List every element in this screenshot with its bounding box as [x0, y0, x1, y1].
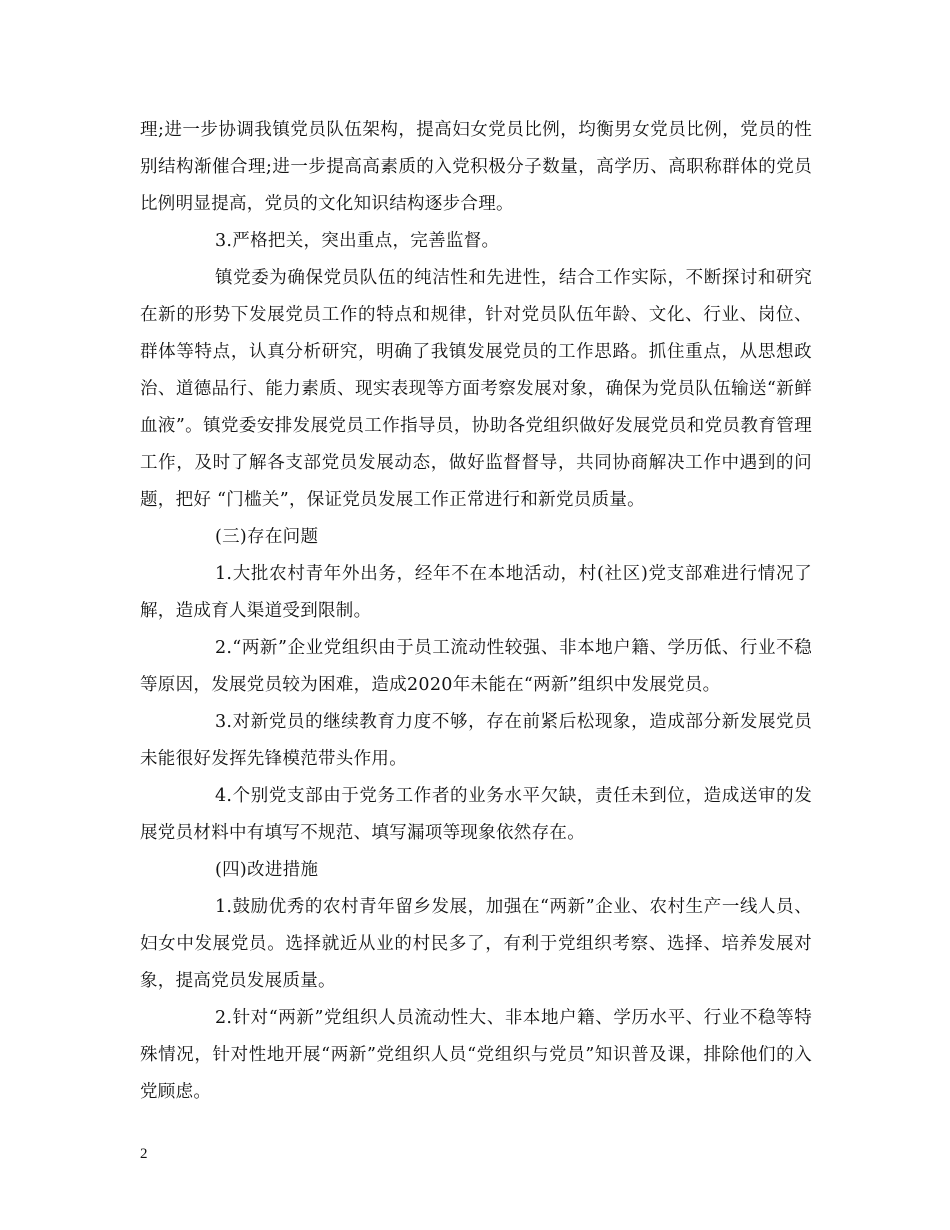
- section-heading-existing-problems: (三)存在问题: [215, 527, 319, 547]
- document-body: [140, 112, 812, 1111]
- problem-item-2: 2.“两新”企业党组织由于员工流动性较强、非本地户籍、学历低、行业不稳等原因，发展党员较为困难，造成2020年未能在“两新”组织中发展党员。: [140, 638, 812, 695]
- section-heading-improvement-measures: (四)改进措施: [215, 860, 319, 880]
- problem-item-4: 4.个别党支部由于党务工作者的业务水平欠缺，责任未到位，造成送审的发展党员材料中有填写不规范、填写漏项等现象依然存在。: [140, 786, 812, 843]
- paragraph-continuation: 理;进一步协调我镇党员队伍架构，提高妇女党员比例，均衡男女党员比例，党员的性别结构渐催合理;进一步提高高素质的入党积极分子数量，高学历、高职称群体的党员比例明显提高，党员的文化知识结构逐步合理。: [140, 120, 812, 214]
- measure-item-2: 2.针对“两新”党组织人员流动性大、非本地户籍、学历水平、行业不稳等特殊情况，针对性地开展“两新”党组织人员“党组织与党员”知识普及课，排除他们的入党顾虑。: [140, 1008, 812, 1102]
- measure-item-1: 1.鼓励优秀的农村青年留乡发展，加强在“两新”企业、农村生产一线人员、妇女中发展党员。选择就近从业的村民多了，有利于党组织考察、选择、培养发展对象，提高党员发展质量。: [140, 897, 812, 991]
- problem-item-3: 3.对新党员的继续教育力度不够，存在前紧后松现象，造成部分新发展党员未能很好发挥先锋模范带头作用。: [140, 712, 812, 769]
- paragraph-heading-strict-control: 3.严格把关，突出重点，完善监督。: [215, 231, 500, 251]
- paragraph-party-committee: 镇党委为确保党员队伍的纯洁性和先进性，结合工作实际，不断探讨和研究在新的形势下发展党员工作的特点和规律，针对党员队伍年龄、文化、行业、岗位、群体等特点，认真分析研究，明确了我镇发展党员的工作思路。抓住重点，从思想政治、道德品行、能力素质、现实表现等方面考察发展对象，确保为党员队伍输送“新鲜血液”。镇党委安排发展党员工作指导员，协助各党组织做好发展党员和党员教育管理工作，及时了解各支部党员发展动态，做好监督督导，共同协商解决工作中遇到的问题，把好 “门槛关”，保证党员发展工作正常进行和新党员质量。: [140, 268, 812, 510]
- problem-item-1: 1.大批农村青年外出务，经年不在本地活动，村(社区)党支部难进行情况了解，造成育人渠道受到限制。: [140, 564, 812, 621]
- page-number: 2: [140, 1146, 148, 1162]
